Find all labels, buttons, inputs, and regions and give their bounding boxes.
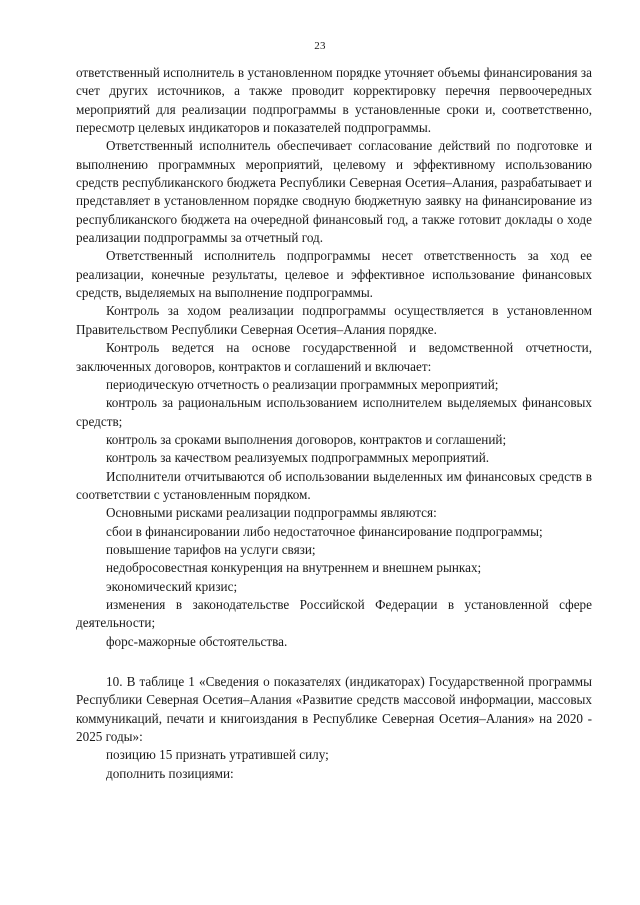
list-item: периодическую отчетность о реализации программных мероприятий;: [106, 376, 499, 392]
list-item: позицию 15 признать утратившей силу;: [106, 747, 329, 763]
paragraph: Основными рисками реализации подпрограммы являются:: [106, 505, 437, 521]
list-item: изменения в законодательстве Российской Федерации в установленной сфере деятельности;: [76, 596, 592, 631]
list-item: контроль за качеством реализуемых подпрограммных мероприятий.: [106, 450, 490, 466]
paragraph: ответственный исполнитель в установленном порядке уточняет объемы финансирования за счет других источников, а также проводит корректировку перечня первоочередных мероприятий для реализации подпрограммы в установленные сроки и, соответственно, пересмотр целевых индикаторов и показателей подпрограммы.: [76, 65, 592, 136]
list-item: экономический кризис;: [106, 578, 238, 594]
page-number: 23: [314, 40, 326, 52]
list-item: дополнить позициями:: [106, 765, 234, 781]
paragraph: Ответственный исполнитель подпрограммы несет ответственность за ход ее реализации, конечные результаты, целевое и эффективное использование финансовых средств, выделяемых на выполнение подпрограммы.: [76, 248, 592, 301]
list-item: контроль за сроками выполнения договоров, контрактов и соглашений;: [106, 431, 507, 447]
list-item: сбои в финансировании либо недостаточное финансирование подпрограммы;: [106, 523, 543, 539]
section-spacer: [76, 651, 592, 673]
list-item: повышение тарифов на услуги связи;: [106, 541, 316, 557]
document-body: [76, 64, 592, 783]
paragraph: Контроль ведется на основе государственной и ведомственной отчетности, заключенных договоров, контрактов и соглашений и включает:: [76, 340, 592, 374]
list-item: недобросовестная конкуренция на внутреннем и внешнем рынках;: [106, 560, 482, 576]
list-item: форс-мажорные обстоятельства.: [106, 633, 288, 649]
paragraph: Контроль за ходом реализации подпрограммы осуществляется в установленном Правительством Республики Северная Осетия–Алания порядке.: [76, 303, 592, 337]
paragraph: Ответственный исполнитель обеспечивает согласование действий по подготовке и выполнению программных мероприятий, целевому и эффективному использованию средств республиканского бюджета Республики Северная Осетия–Алания, разрабатывает и представляет в установленном порядке сводную бюджетную заявку на финансирование из республиканского бюджета на очередной финансовый год, а также готовит доклады о ходе реализации подпрограммы за отчетный год.: [76, 138, 592, 246]
section-10-heading: 10. В таблице 1 «Сведения о показателях (индикаторах) Государственной программы Республики Северная Осетия–Алания «Развитие средств массовой информации, массовых коммуникаций, печати и книгоиздания в Республике Северная Осетия–Алания» на 2020 - 2025 годы»:: [76, 674, 592, 745]
paragraph: Исполнители отчитываются об использовании выделенных им финансовых средств в соответствии с установленным порядком.: [76, 468, 592, 502]
list-item: контроль за рациональным использованием исполнителем выделяемых финансовых средств;: [76, 395, 592, 429]
